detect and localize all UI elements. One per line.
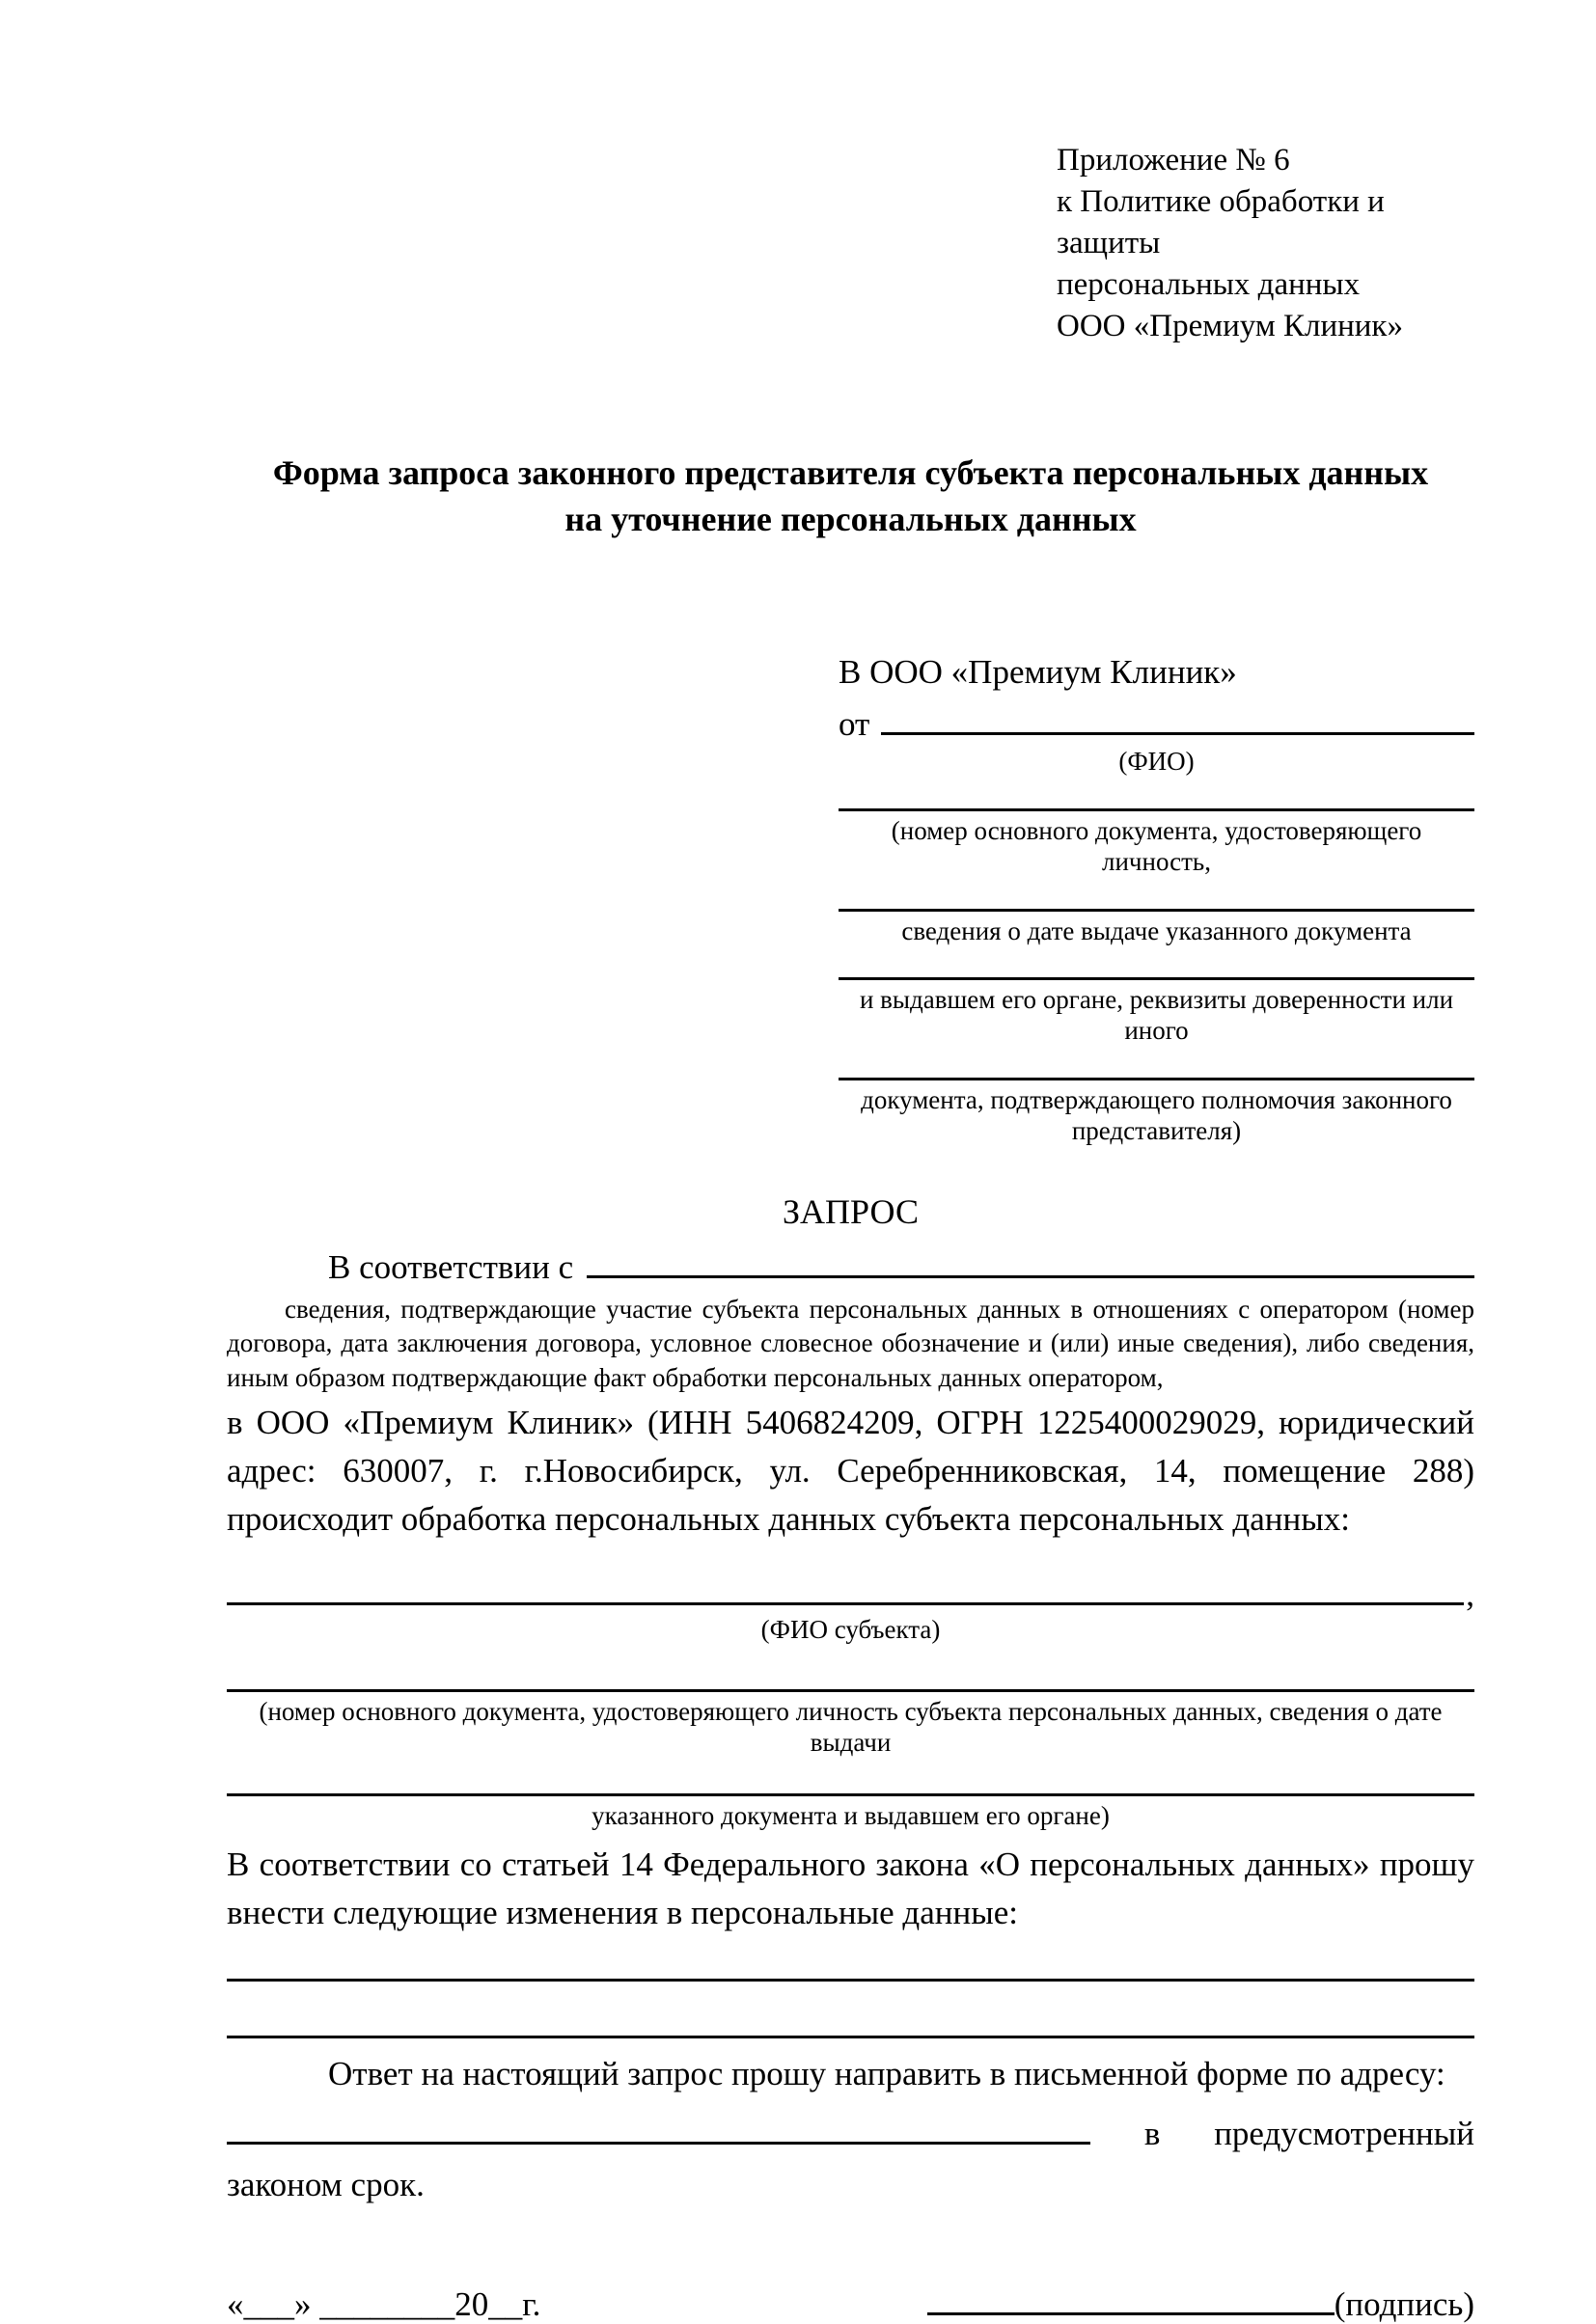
intro-label: В соответствии с <box>328 1247 574 1286</box>
signature-caption: (подпись) <box>1334 2284 1474 2323</box>
recipient-field-caption: документа, подтверждающего полномочия законного представителя) <box>861 1084 1452 1146</box>
document-title-line1: Форма запроса законного представителя субъекта персональных данных <box>272 453 1429 493</box>
subject-fio-row <box>227 1569 1474 1614</box>
recipient-field-caption: (номер основного документа, удостоверяющего личность, <box>891 815 1422 877</box>
blank-line-relationship-details <box>587 1242 1474 1278</box>
date-blank: «___» ________20__г. <box>227 2284 541 2323</box>
reply-address-row <box>227 2108 1474 2153</box>
blank-line-subject-doc-issuer <box>227 1759 1474 1796</box>
signature-group <box>927 2279 1474 2324</box>
blank-line-subject-fio <box>227 1569 1464 1605</box>
subject-fio-comma: , <box>1466 1574 1474 1613</box>
blank-line-signature <box>927 2279 1335 2315</box>
document-title-line2: на уточнение персональных данных <box>564 499 1137 538</box>
subject-doc-caption: (номер основного документа, удостоверяющего личность субъекта персональных данных, сведения о дате выдачи <box>259 1696 1443 1758</box>
from-row <box>839 698 1474 747</box>
blank-line-changes-1 <box>227 1936 1474 1982</box>
recipient-field-caption: и выдавшем его органе, реквизиты доверенности или иного <box>859 985 1454 1046</box>
reply-paragraph-last-line: законом срок. <box>227 2166 425 2204</box>
blank-line-power-of-attorney <box>839 1047 1474 1080</box>
subject-doc-field <box>227 1759 1474 1831</box>
footer-row <box>227 2279 1474 2324</box>
intro-footnote: сведения, подтверждающие участие субъекта персональных данных в отношениях с оператором (номер договора, дата заключения договора, условное словесное обозначение и (или) иные сведения), либо сведения, иным образом подтверждающие факт обработки персональных данных оператором, <box>227 1294 1474 1392</box>
subject-doc-field <box>227 1645 1474 1759</box>
recipient-field-caption: сведения о дате выдаче указанного документа <box>901 916 1412 945</box>
request-heading: ЗАПРОС <box>783 1191 919 1231</box>
recipient-block <box>839 650 1474 1146</box>
operator-paragraph: в ООО «Премиум Клиник» (ИНН 5406824209, ОГРН 1225400029029, юридический адрес: 630007, г. г.Новосибирск, ул. Серебренниковская, 14, помещение 288) происходит обработка персональных данных субъекта персональных данных: <box>227 1404 1474 1538</box>
reply-word-tail: предусмотренный <box>1214 2115 1474 2153</box>
from-label: от <box>839 704 870 743</box>
reply-paragraph-line1: Ответ на настоящий запрос прошу направить в письменной форме по адресу: <box>328 2055 1445 2093</box>
appendix-line: ООО «Премиум Клиник» <box>1057 308 1403 343</box>
appendix-line: к Политике обработки и защиты <box>1057 183 1385 260</box>
document-title <box>227 451 1474 542</box>
recipient-to-line: В ООО «Премиум Клиник» <box>839 653 1237 692</box>
appendix-line: Приложение № 6 <box>1057 143 1290 178</box>
recipient-field <box>839 946 1474 1047</box>
blank-line-doc-authority <box>839 946 1474 980</box>
blank-line-representative-doc <box>839 778 1474 811</box>
appendix-line: персональных данных <box>1057 266 1361 302</box>
reply-word-v: в <box>1143 2115 1161 2153</box>
recipient-field <box>839 778 1474 878</box>
intro-row <box>227 1242 1474 1287</box>
recipient-field <box>839 878 1474 946</box>
recipient-field <box>839 1047 1474 1147</box>
blank-line-subject-doc <box>227 1645 1474 1692</box>
blank-line-reply-address <box>227 2108 1090 2145</box>
appendix-block <box>1057 140 1474 346</box>
subject-doc-caption: указанного документа и выдавшем его органе) <box>592 1800 1110 1830</box>
blank-line-representative-fio <box>881 698 1474 735</box>
blank-line-doc-issue-date <box>839 878 1474 912</box>
subject-fio-caption: (ФИО субъекта) <box>760 1614 941 1644</box>
blank-line-changes-2 <box>227 1982 1474 2038</box>
law-paragraph: В соответствии со статьей 14 Федерального закона «О персональных данных» прошу внести следующие изменения в персональные данные: <box>227 1846 1474 1931</box>
fio-caption: (ФИО) <box>1118 747 1195 777</box>
